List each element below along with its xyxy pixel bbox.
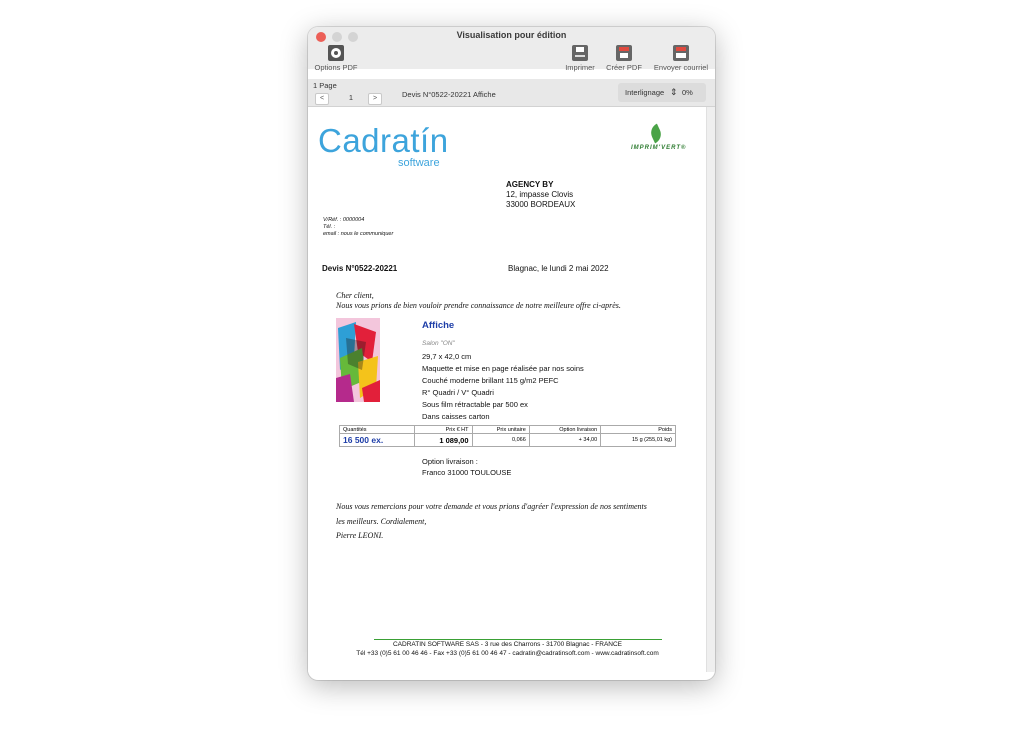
leaf-icon (648, 124, 664, 144)
shipping-label: Option livraison : (422, 457, 478, 466)
table-header: Prix € HT (414, 426, 472, 434)
table-header: Prix unitaire (472, 426, 529, 434)
imprim-vert-logo: IMPRIM'VERT® (631, 145, 687, 151)
footer-contact: Tél +33 (0)5 61 00 46 46 - Fax +33 (0)5 61 00 46 47 - cadratin@cadratinsoft.com - www.cadratinsoft.com (356, 650, 659, 657)
options-pdf-label: Options PDF (314, 63, 358, 72)
vref: V/Réf. : 0000004 (323, 217, 365, 223)
line-spacing-label: Interlignage (625, 88, 665, 97)
line-spacing-control[interactable] (618, 83, 706, 102)
table-row (340, 434, 676, 447)
next-page-button[interactable]: > (368, 93, 382, 105)
product-spec: Couché moderne brillant 115 g/m2 PEFC (422, 376, 559, 385)
page-number-field[interactable]: 1 (333, 93, 369, 103)
product-spec: 29,7 x 42,0 cm (422, 352, 472, 361)
table-header: Quantités (340, 426, 415, 434)
print-label: Imprimer (565, 63, 595, 72)
document-title: Devis N°0522-20221 Affiche (402, 90, 496, 99)
price-table (339, 425, 676, 447)
mail-pdf-icon (673, 45, 689, 61)
pdf-file-icon (616, 45, 632, 61)
table-header: Poids (601, 426, 676, 434)
page-count: 1 Page (313, 81, 337, 90)
shipping-option-cell: + 34,00 (529, 434, 600, 447)
window-title: Visualisation pour édition (456, 30, 567, 40)
stepper-icon[interactable]: ⇕ (670, 87, 678, 97)
product-subtitle: Salon "ON" (422, 340, 455, 347)
title-bar (308, 27, 715, 72)
cadratin-logo: Cadratín (318, 122, 449, 159)
quantity-cell: 16 500 ex. (340, 434, 415, 447)
intro: Nous vous prions de bien vouloir prendre connaissance de notre meilleure offre ci-après. (336, 301, 621, 310)
weight-cell: 15 g (255,01 kg) (601, 434, 676, 447)
print-button[interactable] (560, 45, 600, 72)
price-cell: 1 089,00 (414, 434, 472, 447)
shipping-value: Franco 31000 TOULOUSE (422, 468, 512, 477)
footer-address: CADRATIN SOFTWARE SAS - 3 rue des Charrons - 31700 Blagnac - FRANCE (392, 641, 622, 648)
send-mail-button[interactable] (650, 45, 712, 72)
navigation-bar (308, 79, 715, 107)
closing-line: Nous vous remercions pour votre demande et vous prions d'agréer l'expression de nos sentiments (336, 502, 647, 511)
product-spec: Maquette et mise en page réalisée par nos soins (422, 364, 584, 373)
options-pdf-button[interactable] (313, 45, 359, 72)
previous-page-button[interactable]: < (315, 93, 329, 105)
agency-city: 33000 BORDEAUX (506, 200, 576, 209)
product-spec: Dans caisses carton (422, 412, 490, 421)
preview-window (308, 27, 715, 680)
product-title: Affiche (422, 320, 455, 331)
agency-street: 12, impasse Clovis (506, 190, 574, 199)
tel: Tél. : (323, 224, 336, 230)
unit-price-cell: 0,066 (472, 434, 529, 447)
table-header-row (340, 426, 676, 434)
line-spacing-value: 0% (682, 88, 693, 97)
product-spec: R° Quadri / V° Quadri (422, 388, 494, 397)
product-thumbnail (336, 318, 380, 402)
footer-divider (374, 639, 662, 640)
table-header: Option livraison (529, 426, 600, 434)
date-line: Blagnac, le lundi 2 mai 2022 (508, 264, 609, 273)
devis-number: Devis N°0522-20221 (322, 264, 398, 273)
document-page (308, 107, 707, 672)
vertical-scrollbar[interactable] (706, 107, 715, 672)
product-spec: Sous film rétractable par 500 ex (422, 400, 528, 409)
printer-icon (572, 45, 588, 61)
pdf-options-icon (328, 45, 344, 61)
greeting: Cher client, (336, 291, 374, 300)
signature: Pierre LEONI. (336, 531, 384, 540)
cadratin-logo-subtitle: software (398, 157, 440, 169)
email: email : nous le communiquer (323, 231, 394, 237)
create-pdf-label: Créer PDF (606, 63, 642, 72)
closing-line: les meilleurs. Cordialement, (336, 517, 427, 526)
send-mail-label: Envoyer courriel (653, 63, 709, 72)
create-pdf-button[interactable] (603, 45, 645, 72)
agency-name: AGENCY BY (506, 180, 554, 189)
